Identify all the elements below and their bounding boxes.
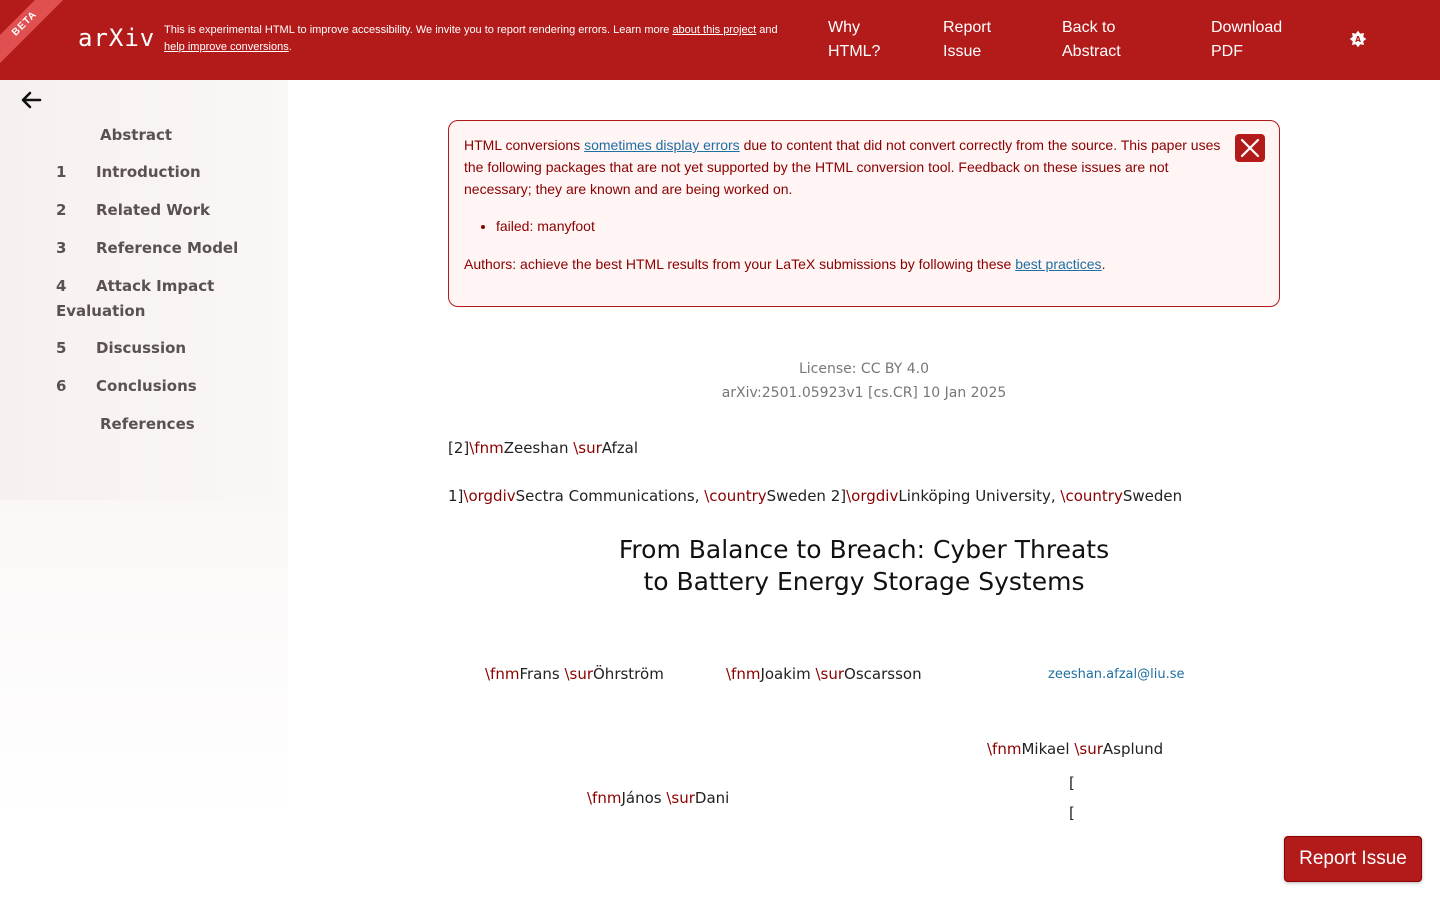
- sur-command: \sur: [815, 665, 845, 683]
- beta-ribbon: [0, 0, 70, 70]
- back-arrow-icon[interactable]: [20, 90, 42, 110]
- toc-item-conclusions[interactable]: [56, 374, 197, 399]
- why-html-link[interactable]: [828, 16, 880, 64]
- download-pdf-line1: Download: [1211, 19, 1283, 36]
- author-first-name: Mikael: [1021, 740, 1075, 758]
- download-pdf-link[interactable]: [1211, 16, 1282, 64]
- toc-number: 6: [56, 377, 67, 395]
- author-surname: Asplund: [1102, 740, 1164, 758]
- failed-packages-list: [464, 215, 595, 237]
- aff2-text: Linköping University,: [898, 487, 1061, 505]
- author-surname: Dani: [694, 789, 730, 807]
- toc-references[interactable]: References: [100, 415, 195, 433]
- list-item: • failed: manyfoot: [496, 215, 595, 237]
- notice-text: This is experimental HTML to improve accessibility. We invite you to report rendering errors. Learn more: [164, 24, 673, 36]
- notice-and: and: [756, 24, 778, 36]
- beta-label: BETA: [0, 0, 70, 70]
- toc-number: 2: [56, 201, 67, 219]
- author-first-name: Zeeshan: [503, 439, 574, 457]
- fnm-command: \fnm: [987, 740, 1022, 758]
- toc-label: Conclusions: [96, 377, 197, 395]
- report-issue-button[interactable]: Report Issue: [1284, 836, 1422, 882]
- affiliation-line: [448, 487, 1182, 505]
- toc-label-line2: Evaluation: [56, 302, 146, 320]
- download-pdf-line2: PDF: [1211, 43, 1243, 60]
- toc-label: Attack Impact: [96, 277, 215, 295]
- aff2-country: Sweden: [1122, 487, 1183, 505]
- sur-command: \sur: [666, 789, 695, 807]
- header-notice: [164, 22, 804, 56]
- sometimes-errors-link[interactable]: sometimes display errors: [584, 137, 740, 153]
- arxiv-id-text: arXiv:2501.05923v1 [cs.CR] 10 Jan 2025: [721, 385, 1007, 401]
- alert-text-b: due to content that did not convert correctly from the source. This paper uses the following packages that are not yet supported by the HTML conversion tool. Feedback on these issues are not necessary; they are known and are being worked on.: [464, 137, 1221, 197]
- author-surname: Afzal: [601, 439, 639, 457]
- toc-number: 1: [56, 163, 67, 181]
- toc-label: Introduction: [96, 163, 201, 181]
- fnm-command: \fnm: [726, 665, 761, 683]
- fnm-command: \fnm: [469, 439, 504, 457]
- best-practices-link[interactable]: best practices: [1015, 256, 1102, 272]
- toc-number: 3: [56, 239, 67, 257]
- toc-item-discussion[interactable]: [56, 336, 186, 361]
- toc-abstract[interactable]: Abstract: [100, 126, 173, 144]
- orgdiv-command: \orgdiv: [463, 487, 516, 505]
- toc-item-related-work[interactable]: [56, 198, 210, 223]
- svg-text:A: A: [1355, 35, 1361, 44]
- alert-authors-paragraph: [464, 253, 1224, 275]
- back-abstract-line1: Back to: [1062, 19, 1116, 36]
- about-project-link[interactable]: about this project: [672, 24, 757, 36]
- toc-label: Discussion: [96, 339, 187, 357]
- author-surname: Oscarsson: [844, 665, 922, 683]
- toc-sidebar-fade: [0, 500, 288, 820]
- author-email-link[interactable]: zeeshan.afzal@liu.se: [1048, 667, 1185, 682]
- back-abstract-line2: Abstract: [1062, 43, 1121, 60]
- report-issue-link[interactable]: [943, 16, 991, 64]
- report-issue-line1: Report: [943, 19, 992, 36]
- toc-number: 4: [56, 277, 67, 295]
- report-issue-line2: Issue: [943, 43, 982, 60]
- author-joakim: [726, 665, 922, 683]
- close-alert-button[interactable]: [1235, 134, 1265, 162]
- toc-item-introduction[interactable]: [56, 160, 201, 185]
- toc-label: Related Work: [96, 201, 210, 219]
- paper-title: [448, 534, 1280, 598]
- country-command: \country: [1060, 487, 1123, 505]
- author-line-1: [448, 439, 638, 457]
- sur-command: \sur: [1074, 740, 1103, 758]
- aff1-country: Sweden 2]: [766, 487, 847, 505]
- author-first-name: János: [621, 789, 667, 807]
- fnm-command: \fnm: [587, 789, 622, 807]
- author-surname: Öhrström: [593, 665, 664, 683]
- aff1-text: Sectra Communications,: [515, 487, 705, 505]
- top-header: [0, 0, 1440, 80]
- close-icon: [1235, 134, 1265, 162]
- author-mikael: [987, 740, 1163, 758]
- alert-text-a: HTML conversions: [464, 137, 585, 153]
- alert-authors-end: .: [1101, 256, 1106, 272]
- author-frans: [485, 665, 664, 683]
- why-html-line2: HTML?: [828, 43, 881, 60]
- toc-number: 5: [56, 339, 67, 357]
- orgdiv-command: \orgdiv: [846, 487, 899, 505]
- fnm-command: \fnm: [485, 665, 520, 683]
- author-janos: [587, 789, 729, 807]
- bracket-text: [: [1069, 774, 1075, 792]
- toc-item-reference-model[interactable]: [56, 236, 238, 261]
- title-line1: From Balance to Breach: Cyber Threats: [618, 535, 1110, 564]
- toc-item-attack-impact[interactable]: [56, 274, 214, 324]
- footnote-ref: [2]: [448, 439, 470, 457]
- why-html-line1: Why: [828, 19, 860, 36]
- sur-command: \sur: [564, 665, 593, 683]
- notice-end: .: [288, 41, 292, 53]
- arxiv-logo[interactable]: arXiv: [78, 24, 156, 52]
- title-line2: to Battery Energy Storage Systems: [643, 567, 1085, 596]
- back-to-abstract-link[interactable]: [1062, 16, 1121, 64]
- theme-toggle-icon[interactable]: [1349, 30, 1367, 48]
- author-first-name: Frans: [519, 665, 565, 683]
- aff-prefix: 1]: [448, 487, 464, 505]
- country-command: \country: [704, 487, 767, 505]
- license-text: License: CC BY 4.0: [798, 361, 930, 377]
- alert-authors-text: Authors: achieve the best HTML results from your LaTeX submissions by following these: [464, 256, 1016, 272]
- author-first-name: Joakim: [760, 665, 816, 683]
- help-improve-link[interactable]: help improve conversions: [164, 41, 289, 53]
- alert-paragraph: [464, 134, 1224, 200]
- sur-command: \sur: [573, 439, 602, 457]
- conversion-alert: [448, 120, 1280, 307]
- toc-label: Reference Model: [96, 239, 239, 257]
- bracket-text: [: [1069, 804, 1075, 822]
